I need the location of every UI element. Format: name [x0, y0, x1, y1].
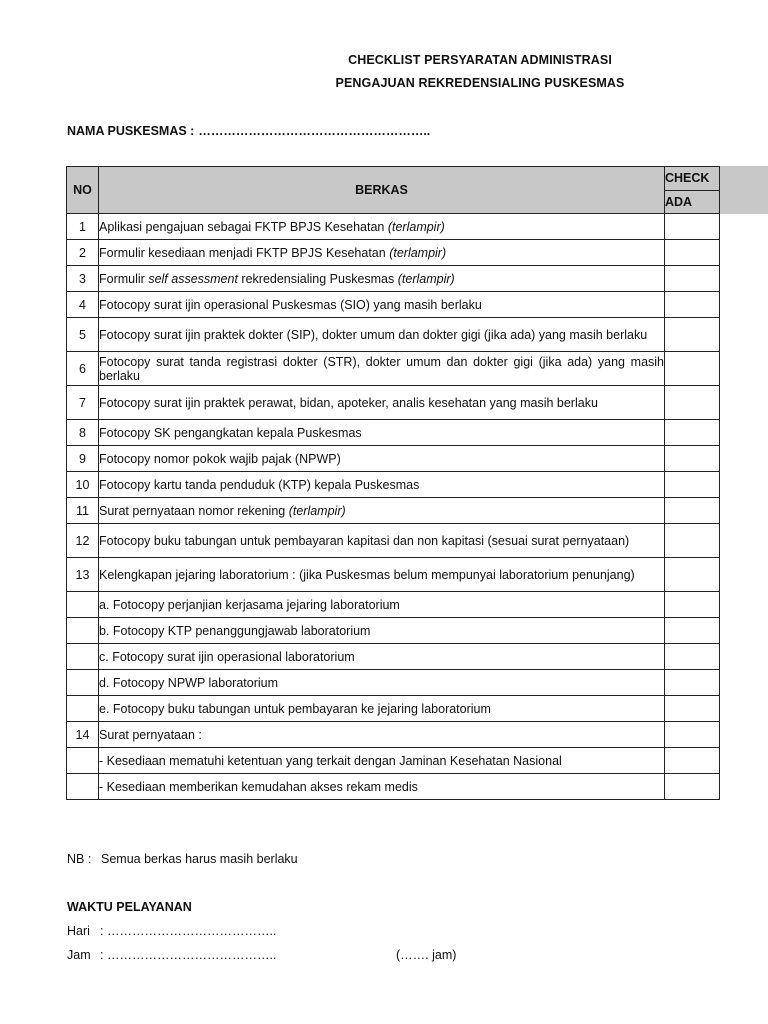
row-berkas — [99, 292, 665, 318]
row-number: 14 — [67, 722, 99, 748]
table-row — [67, 420, 720, 446]
table-row — [67, 644, 720, 670]
row-number: 1 — [67, 214, 99, 240]
row-number — [67, 696, 99, 722]
row-number — [67, 670, 99, 696]
waktu-pelayanan-title: WAKTU PELAYANAN — [67, 900, 192, 914]
row-berkas — [99, 318, 665, 352]
berkas-text: Fotocopy surat ijin operasional Puskesmas (SIO) yang masih berlaku — [99, 297, 482, 312]
nama-puskesmas-label: NAMA PUSKESMAS : — [67, 124, 195, 138]
berkas-text: Aplikasi pengajuan sebagai FKTP BPJS Kesehatan — [99, 219, 388, 234]
row-number: 5 — [67, 318, 99, 352]
row-berkas — [99, 618, 665, 644]
jam-label: Jam — [67, 948, 91, 962]
row-berkas — [99, 214, 665, 240]
row-berkas — [99, 696, 665, 722]
berkas-text: c. Fotocopy surat ijin operasional laboratorium — [99, 649, 355, 664]
ada-checkbox-cell[interactable] — [665, 592, 720, 618]
table-row — [67, 618, 720, 644]
document-title-line1: CHECKLIST PERSYARATAN ADMINISTRASI — [348, 53, 612, 67]
table-row — [67, 774, 720, 800]
table-row — [67, 748, 720, 774]
berkas-text: Fotocopy surat ijin praktek dokter (SIP), dokter umum dan dokter gigi (jika ada) yang masih berlaku — [99, 327, 648, 342]
table-row — [67, 292, 720, 318]
ada-checkbox-cell[interactable] — [665, 696, 720, 722]
row-berkas — [99, 774, 665, 800]
berkas-text: Fotocopy nomor pokok wajib pajak (NPWP) — [99, 451, 341, 466]
ada-checkbox-cell[interactable] — [665, 644, 720, 670]
row-number — [67, 644, 99, 670]
ada-checkbox-cell[interactable] — [665, 292, 720, 318]
header-no: NO — [67, 167, 99, 214]
row-number — [67, 748, 99, 774]
berkas-text: d. Fotocopy NPWP laboratorium — [99, 675, 279, 690]
jam-paren: (……. jam) — [396, 948, 457, 962]
table-row — [67, 446, 720, 472]
row-number — [67, 774, 99, 800]
ada-checkbox-cell[interactable] — [665, 774, 720, 800]
table-row — [67, 352, 720, 386]
nb-text: Semua berkas harus masih berlaku — [101, 852, 298, 866]
berkas-text: a. Fotocopy perjanjian kerjasama jejaring laboratorium — [99, 597, 400, 612]
checklist-rows — [67, 214, 720, 800]
document-title-line2: PENGAJUAN REKREDENSIALING PUSKESMAS — [335, 76, 625, 90]
berkas-text-italic: (terlampir) — [389, 245, 447, 260]
row-berkas — [99, 558, 665, 592]
berkas-text: Surat pernyataan : — [99, 727, 202, 742]
row-number — [67, 592, 99, 618]
row-number: 7 — [67, 386, 99, 420]
berkas-text: Fotocopy buku tabungan untuk pembayaran kapitasi dan non kapitasi (sesuai surat pernyataan) — [99, 533, 630, 548]
row-berkas — [99, 670, 665, 696]
nb-note — [67, 852, 298, 866]
table-row — [67, 472, 720, 498]
ada-checkbox-cell[interactable] — [665, 446, 720, 472]
table-row — [67, 696, 720, 722]
row-number: 9 — [67, 446, 99, 472]
row-berkas — [99, 592, 665, 618]
ada-checkbox-cell[interactable] — [665, 420, 720, 446]
row-number: 8 — [67, 420, 99, 446]
row-berkas — [99, 748, 665, 774]
berkas-text: Surat pernyataan nomor rekening — [99, 503, 289, 518]
table-row — [67, 524, 720, 558]
row-berkas — [99, 472, 665, 498]
row-berkas — [99, 240, 665, 266]
ada-checkbox-cell[interactable] — [665, 472, 720, 498]
berkas-text-italic: (terlampir) — [288, 503, 346, 518]
berkas-text: Formulir — [99, 271, 149, 286]
berkas-text: - Kesediaan memberikan kemudahan akses rekam medis — [99, 779, 418, 794]
ada-checkbox-cell[interactable] — [665, 558, 720, 592]
jam-value: : ………………………………….. — [100, 948, 277, 962]
table-row — [67, 266, 720, 292]
berkas-text: Kelengkapan jejaring laboratorium : (jika Puskesmas belum mempunyai laboratorium penunjang) — [99, 567, 635, 582]
berkas-text: e. Fotocopy buku tabungan untuk pembayaran ke jejaring laboratorium — [99, 701, 491, 716]
table-row — [67, 240, 720, 266]
row-number: 2 — [67, 240, 99, 266]
table-row — [67, 592, 720, 618]
header-check: CHECK — [665, 167, 720, 191]
table-row — [67, 386, 720, 420]
berkas-text: Fotocopy kartu tanda penduduk (KTP) kepala Puskesmas — [99, 477, 420, 492]
ada-checkbox-cell[interactable] — [665, 524, 720, 558]
berkas-text-italic: (terlampir) — [387, 219, 445, 234]
hari-field — [67, 924, 276, 938]
nama-puskesmas-field — [67, 124, 430, 138]
berkas-text: Formulir kesediaan menjadi FKTP BPJS Kesehatan — [99, 245, 390, 260]
ada-checkbox-cell[interactable] — [665, 722, 720, 748]
header-ada: ADA — [665, 190, 720, 214]
table-row — [67, 670, 720, 696]
ada-checkbox-cell[interactable] — [665, 240, 720, 266]
check-header-overflow — [719, 166, 768, 214]
hari-value: : ………………………………….. — [100, 924, 277, 938]
berkas-text: b. Fotocopy KTP penanggungjawab laboratorium — [99, 623, 371, 638]
nama-puskesmas-dots: ……………………………………………….. — [198, 124, 431, 138]
row-berkas — [99, 722, 665, 748]
row-number: 13 — [67, 558, 99, 592]
header-berkas: BERKAS — [99, 167, 665, 214]
ada-checkbox-cell[interactable] — [665, 618, 720, 644]
row-number: 10 — [67, 472, 99, 498]
ada-checkbox-cell[interactable] — [665, 670, 720, 696]
row-number: 3 — [67, 266, 99, 292]
ada-checkbox-cell[interactable] — [665, 214, 720, 240]
table-row — [67, 498, 720, 524]
ada-checkbox-cell[interactable] — [665, 386, 720, 420]
row-berkas — [99, 446, 665, 472]
ada-checkbox-cell[interactable] — [665, 266, 720, 292]
row-berkas — [99, 266, 665, 292]
berkas-text-italic: self assessment — [148, 271, 238, 286]
jam-field — [67, 948, 457, 962]
berkas-text: rekredensialing Puskesmas — [237, 271, 398, 286]
nb-label: NB : — [67, 852, 92, 866]
ada-checkbox-cell[interactable] — [665, 318, 720, 352]
table-row — [67, 558, 720, 592]
berkas-text: - Kesediaan mematuhi ketentuan yang terkait dengan Jaminan Kesehatan Nasional — [99, 753, 562, 768]
table-row — [67, 214, 720, 240]
row-number: 11 — [67, 498, 99, 524]
row-number: 4 — [67, 292, 99, 318]
row-berkas — [99, 498, 665, 524]
berkas-text-italic: (terlampir) — [397, 271, 455, 286]
berkas-text: Fotocopy surat tanda registrasi dokter (STR), dokter umum dan dokter gigi (jika ada) yang masih berlaku — [99, 354, 664, 383]
row-berkas — [99, 420, 665, 446]
ada-checkbox-cell[interactable] — [665, 352, 720, 386]
row-number: 12 — [67, 524, 99, 558]
table-row — [67, 318, 720, 352]
row-berkas — [99, 352, 665, 386]
berkas-text: Fotocopy surat ijin praktek perawat, bidan, apoteker, analis kesehatan yang masih berlaku — [99, 395, 598, 410]
ada-checkbox-cell[interactable] — [665, 748, 720, 774]
table-row — [67, 722, 720, 748]
berkas-text: Fotocopy SK pengangkatan kepala Puskesmas — [99, 425, 362, 440]
row-berkas — [99, 524, 665, 558]
ada-checkbox-cell[interactable] — [665, 498, 720, 524]
row-number — [67, 618, 99, 644]
row-number: 6 — [67, 352, 99, 386]
row-berkas — [99, 644, 665, 670]
hari-label: Hari — [67, 924, 90, 938]
row-berkas — [99, 386, 665, 420]
checklist-table — [66, 166, 720, 800]
